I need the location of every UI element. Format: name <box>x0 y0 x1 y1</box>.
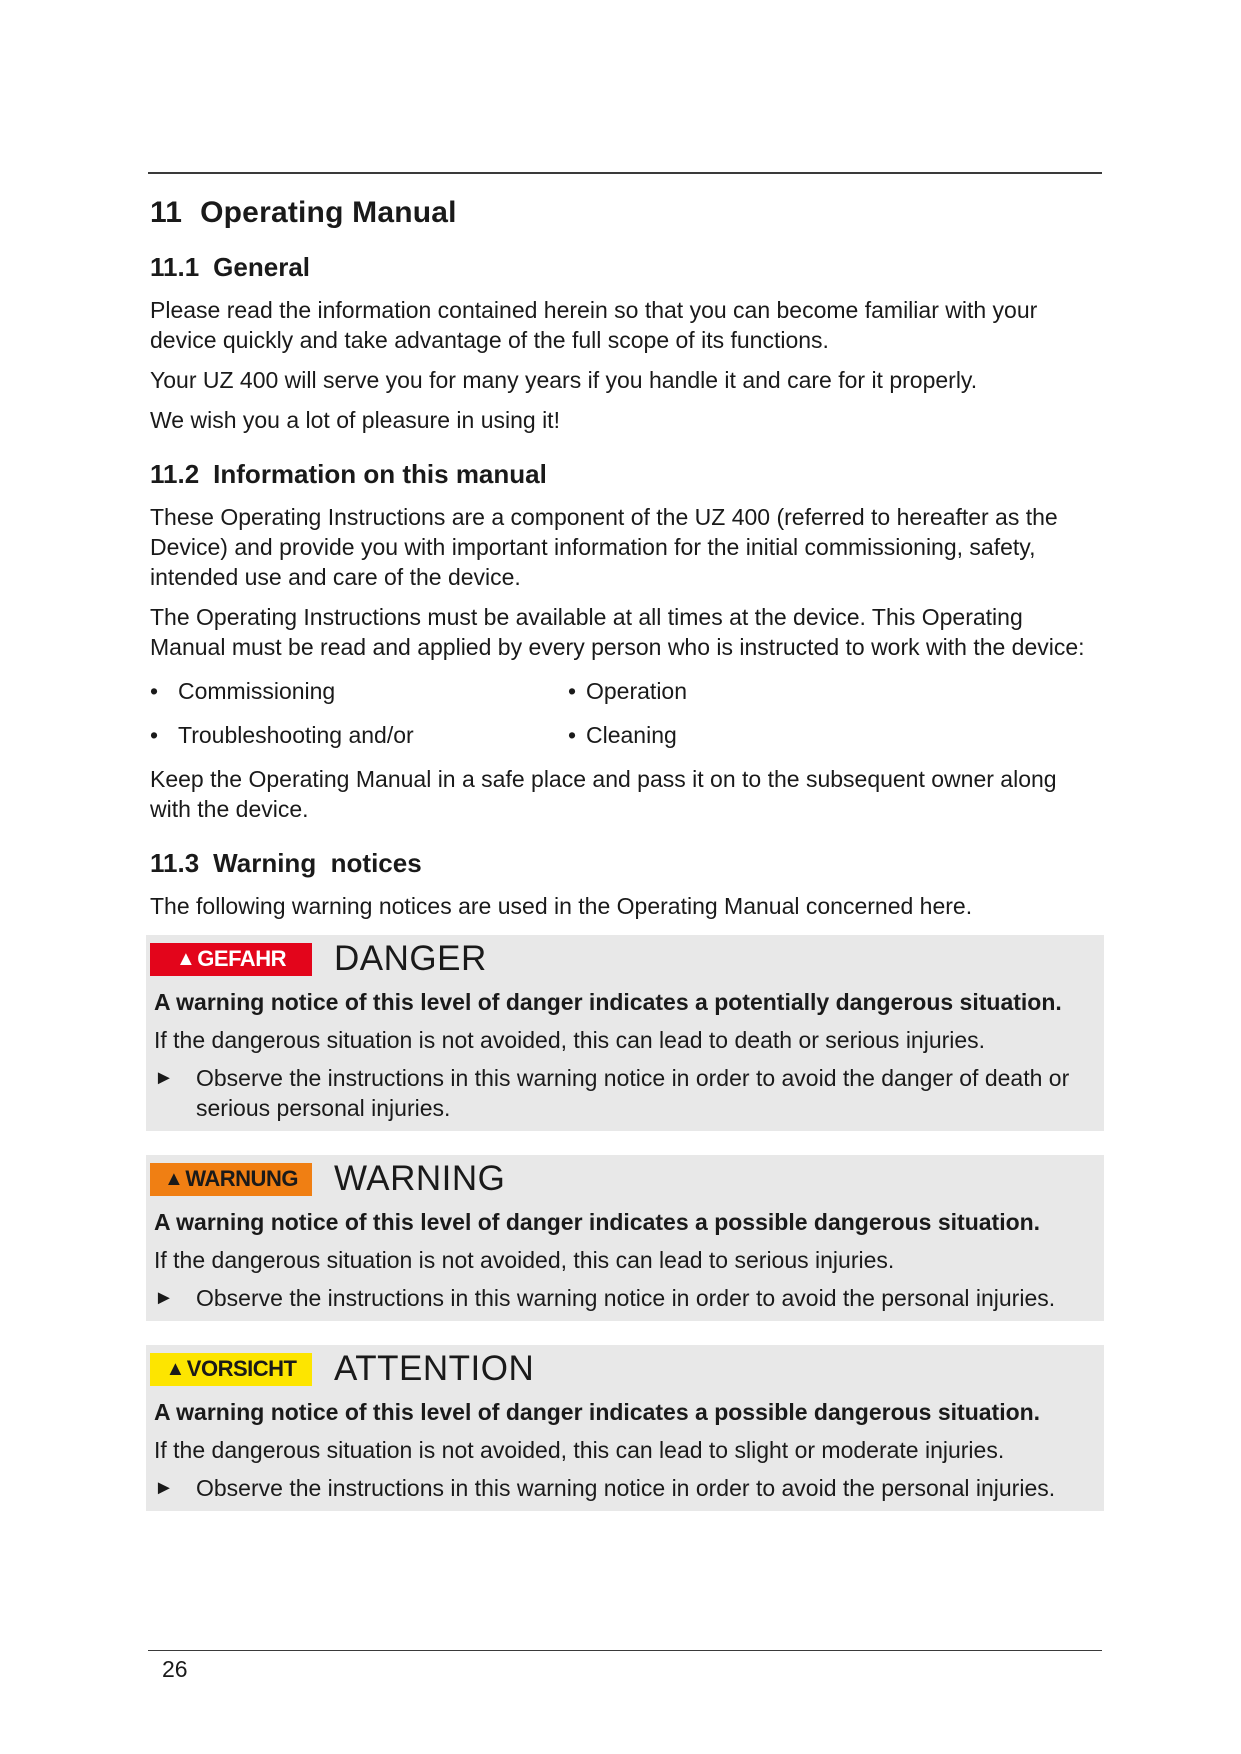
list-item <box>568 676 1102 706</box>
notice-headline: A warning notice of this level of danger indicates a potentially dangerous situation. <box>154 989 1062 1015</box>
notice-header <box>150 1159 1100 1199</box>
paragraph: The following warning notices are used in the Operating Manual concerned here. <box>150 893 973 919</box>
paragraph: These Operating Instructions are a component of the UZ 400 (referred to hereafter as the Device) and provide you with important information for the initial commissioning, safety, intended use and care of the device. <box>150 504 1058 590</box>
caution-notice <box>146 1345 1104 1511</box>
paragraph: We wish you a lot of pleasure in using it! <box>150 407 560 433</box>
paragraph: Please read the information contained herein so that you can become familiar with your device quickly and take advantage of the full scope of its functions. <box>150 297 1038 353</box>
section-warnings-heading <box>150 848 1102 879</box>
bullet-icon: • <box>150 722 159 748</box>
notice-instruction <box>154 1063 1100 1123</box>
warning-triangle-icon: ▲ <box>165 1357 185 1380</box>
warning-notice <box>146 1155 1104 1321</box>
arrow-right-icon: ► <box>154 1067 174 1089</box>
section-general-heading <box>150 252 1102 283</box>
section-title: Information on this manual <box>213 459 547 489</box>
notice-header <box>150 1349 1100 1389</box>
header-rule <box>148 172 1102 174</box>
section-title: Warning notices <box>213 848 422 878</box>
page-content <box>150 196 1102 1535</box>
page-number: 26 <box>162 1656 188 1682</box>
signal-word: WARNUNG <box>185 1166 298 1191</box>
section-info-heading <box>150 459 1102 490</box>
signal-word-badge <box>150 1163 312 1196</box>
signal-word: VORSICHT <box>186 1356 297 1381</box>
section-general <box>150 252 1102 435</box>
chapter-title <box>150 196 1102 230</box>
notice-consequence: If the dangerous situation is not avoided, this can lead to death or serious injuries. <box>154 1027 986 1053</box>
notice-instruction <box>154 1283 1100 1313</box>
bullet-list <box>150 676 1102 750</box>
notice-consequence: If the dangerous situation is not avoided, this can lead to slight or moderate injuries. <box>154 1437 1005 1463</box>
section-warning-notices <box>150 848 1102 921</box>
list-item-text: Cleaning <box>586 722 677 748</box>
danger-notice <box>146 935 1104 1131</box>
signal-word-badge <box>150 943 312 976</box>
list-item <box>568 720 1102 750</box>
instruction-text: Observe the instructions in this warning notice in order to avoid the personal injuries. <box>196 1285 1056 1311</box>
chapter-title-text: Operating Manual <box>200 196 457 229</box>
list-item-text: Operation <box>586 678 688 704</box>
signal-word-badge <box>150 1353 312 1386</box>
bullet-icon: • <box>568 678 577 704</box>
list-item <box>150 676 568 706</box>
signal-word: GEFAHR <box>197 946 286 971</box>
notice-instruction <box>154 1473 1100 1503</box>
warning-triangle-icon: ▲ <box>164 1167 184 1190</box>
notice-headline: A warning notice of this level of danger indicates a possible dangerous situation. <box>154 1209 1041 1235</box>
list-item <box>150 720 568 750</box>
notice-headline: A warning notice of this level of danger indicates a possible dangerous situation. <box>154 1399 1041 1425</box>
danger-level: DANGER <box>334 939 487 978</box>
section-title: General <box>213 252 310 282</box>
bullet-icon: • <box>150 678 159 704</box>
section-number: 11.1 <box>150 252 200 282</box>
paragraph: Your UZ 400 will serve you for many years if you handle it and care for it properly. <box>150 367 978 393</box>
bullet-icon: • <box>568 722 577 748</box>
section-number: 11.3 <box>150 848 200 878</box>
list-item-text: Troubleshooting and/or <box>178 722 414 748</box>
list-item-text: Commissioning <box>178 678 336 704</box>
arrow-right-icon: ► <box>154 1287 174 1309</box>
instruction-text: Observe the instructions in this warning notice in order to avoid the danger of death or serious personal injuries. <box>196 1065 1070 1121</box>
warning-triangle-icon: ▲ <box>176 947 196 970</box>
footer-rule <box>148 1650 1102 1651</box>
paragraph: The Operating Instructions must be available at all times at the device. This Operating Manual must be read and applied by every person who is instructed to work with the device: <box>150 604 1085 660</box>
paragraph: Keep the Operating Manual in a safe place and pass it on to the subsequent owner along with the device. <box>150 766 1057 822</box>
instruction-text: Observe the instructions in this warning notice in order to avoid the personal injuries. <box>196 1475 1056 1501</box>
notice-header <box>150 939 1100 979</box>
arrow-right-icon: ► <box>154 1477 174 1499</box>
section-information <box>150 459 1102 824</box>
danger-level: ATTENTION <box>334 1349 535 1388</box>
chapter-number: 11 <box>150 196 183 229</box>
danger-level: WARNING <box>334 1159 506 1198</box>
notice-consequence: If the dangerous situation is not avoided, this can lead to serious injuries. <box>154 1247 895 1273</box>
section-number: 11.2 <box>150 459 200 489</box>
